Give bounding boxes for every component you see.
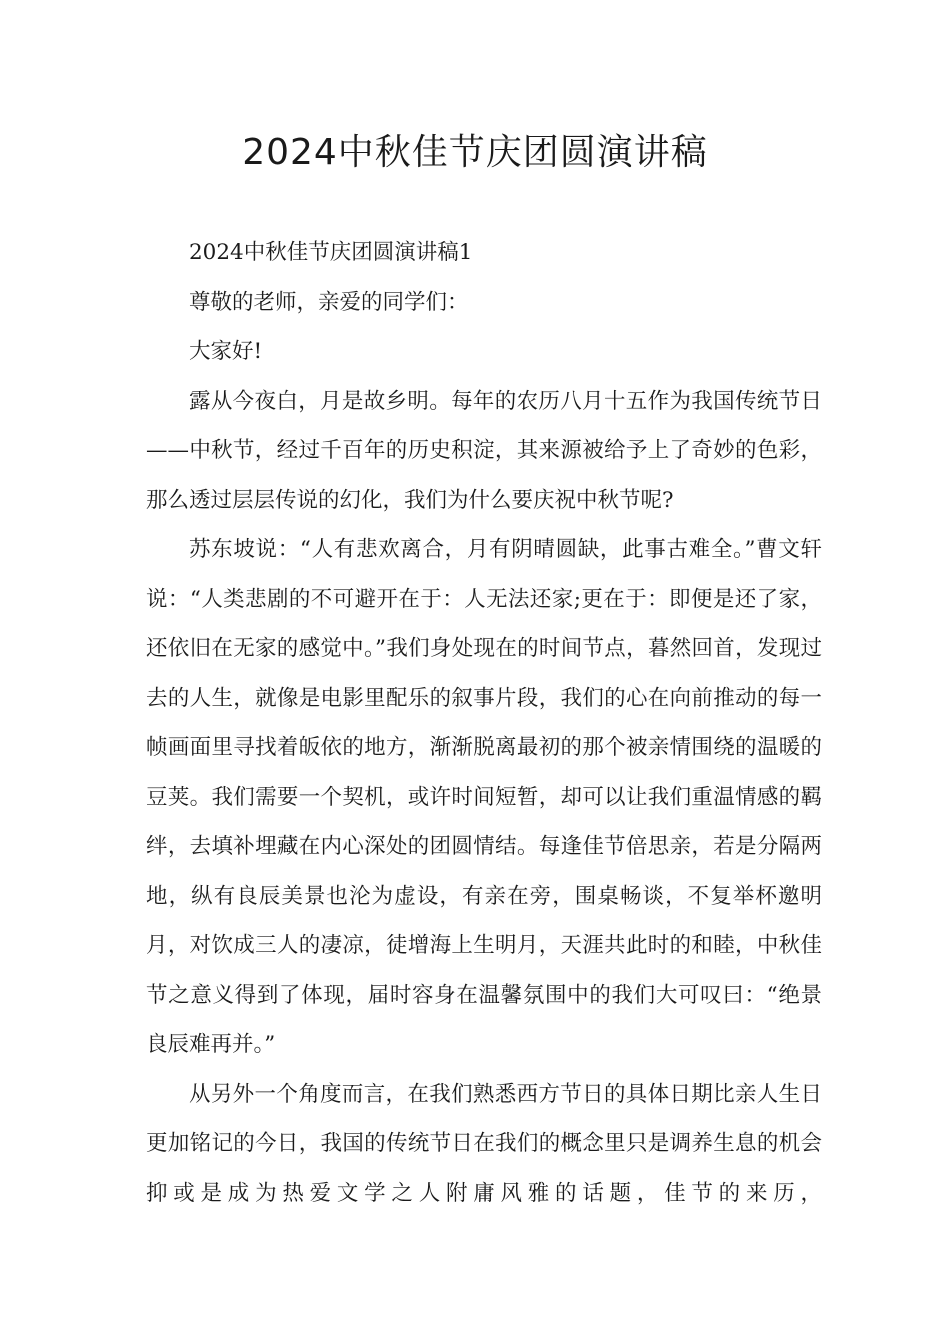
section-heading: 2024中秋佳节庆团圆演讲稿1 xyxy=(189,240,473,265)
body-paragraph: 苏东坡说：“人有悲欢离合，月有阴晴圆缺，此事古难全。”曹文轩说：“人类悲剧的不可避开在于：人无法还家;更在于：即便是还了家，还依旧在无家的感觉中。”我们身处现在的时间节点，暮然回首，发现过去的人生，就像是电影里配乐的叙事片段，我们的心在向前推动的每一帧画面里寻找着皈依的地方，渐渐脱离最初的那个被亲情围绕的温暖的豆荚。我们需要一个契机，或许时间短暂，却可以让我们重温情感的羁绊，去填补埋藏在内心深处的团圆情结。每逢佳节倍思亲，若是分隔两地，纵有良辰美景也沦为虚设，有亲在旁，围桌畅谈，不复举杯邀明月，对饮成三人的凄凉，徒增海上生明月，天涯共此时的和睦，中秋佳节之意义得到了体现，届时容身在温馨氛围中的我们大可叹曰：“绝景良辰难再并。” xyxy=(146,537,822,1057)
document-title: 2024中秋佳节庆团圆演讲稿 xyxy=(242,132,708,173)
document-body xyxy=(146,228,822,1218)
body-paragraph: 从另外一个角度而言，在我们熟悉西方节日的具体日期比亲人生日更加铭记的今日，我国的传统节日在我们的概念里只是调养生息的机会抑或是成为热爱文学之人附庸风雅的话题，佳节的来历， xyxy=(146,1081,822,1206)
body-paragraph: 露从今夜白，月是故乡明。每年的农历八月十五作为我国传统节日——中秋节，经过千百年的历史积淀，其来源被给予上了奇妙的色彩，那么透过层层传说的幻化，我们为什么要庆祝中秋节呢? xyxy=(146,388,822,513)
salutation: 尊敬的老师，亲爱的同学们： xyxy=(189,289,469,315)
greeting: 大家好! xyxy=(189,339,263,364)
